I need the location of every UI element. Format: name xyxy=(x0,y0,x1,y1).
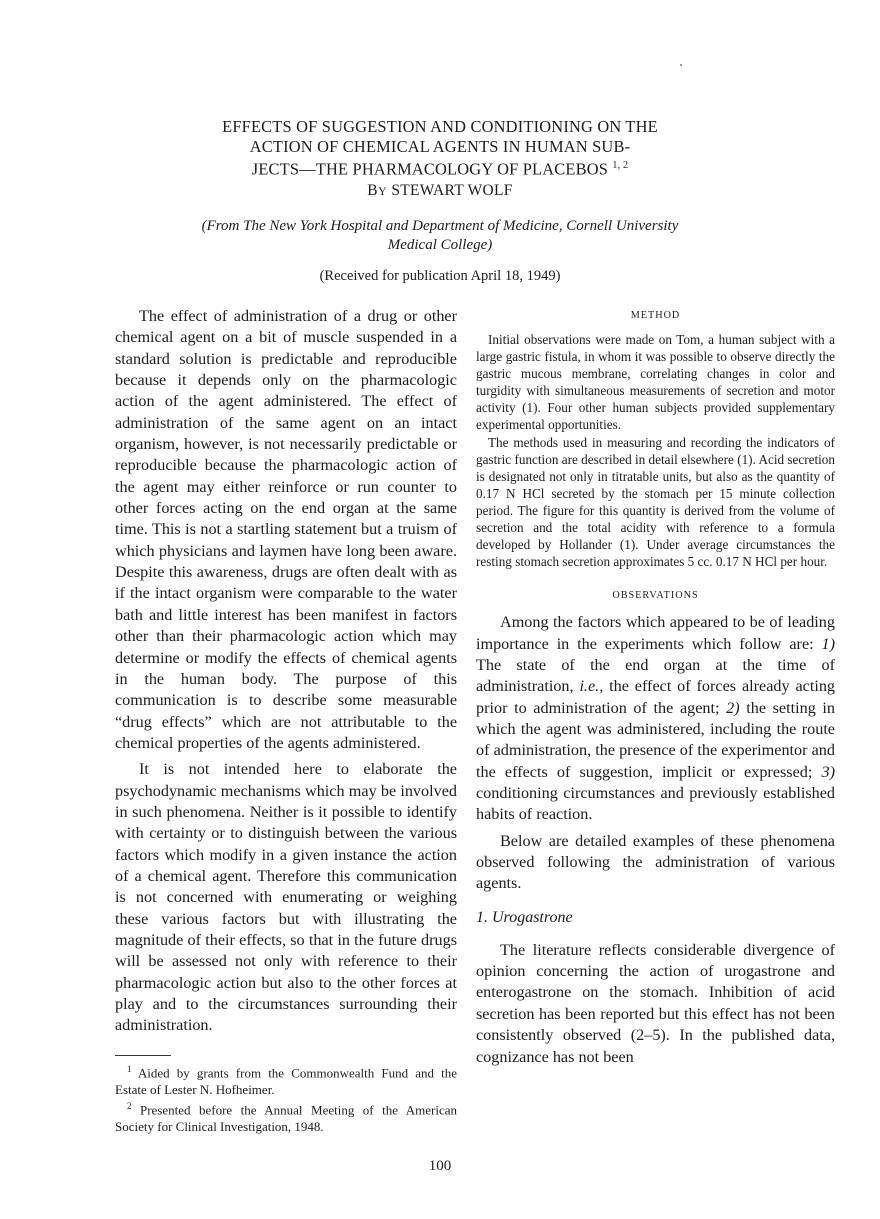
article-title xyxy=(150,117,730,179)
obs-p1-text-b: The state of the end organ at the time of administration, xyxy=(476,656,835,696)
title-footnote-refs: 1, 2 xyxy=(612,160,629,171)
obs-p1-num-2: 2) xyxy=(726,698,740,717)
urogastrone-heading: 1. Urogastrone xyxy=(476,908,573,926)
byline xyxy=(0,182,880,200)
observations-heading: OBSERVATIONS xyxy=(612,590,699,602)
footnote-2-mark: 2 xyxy=(127,1101,132,1112)
obs-p1-ie: i.e., xyxy=(579,677,604,696)
by-label: BY xyxy=(367,182,388,199)
received-date: (Received for publication April 18, 1949) xyxy=(319,268,561,284)
title-line-1: EFFECTS OF SUGGESTION AND CONDITIONING ON THE xyxy=(222,117,658,136)
obs-p1-text-a: Among the factors which appeared to be of leading importance in the experiments which follow are: xyxy=(476,613,835,653)
method-heading: METHOD xyxy=(630,310,681,321)
affiliation-line-2: Medical College) xyxy=(387,237,493,253)
footnote-rule xyxy=(115,1055,171,1056)
intro-paragraph-1: The effect of administration of a drug or other chemical agent on a bit of muscle suspended in a standard solution is predictable and reproducible because it depends only on the pharmacologic action of the agent administered. The effect of administration of the same agent on an intact organism, however, is not necessarily predictable or reproducible because the pharmacologic action of the agent may either reinforce or run counter to other forces acting on the end organ at the same time. This is not a startling statement but a truism of which physicians and laymen have long been aware. Despite this awareness, drugs are often dealt with as if the intact organism were comparable to the water bath and little interest has been manifest in factors other than their pharmacologic action which may determine or modify the effects of chemical agents in the human body. The purpose of this communication is to describe some measurable “drug effects” which are not attributable to the chemical properties of the agents administered. xyxy=(115,307,457,752)
urogastrone-paragraph: The literature reflects considerable divergence of opinion concerning the action of urogastrone and enterogastrone on the stomach. Inhibition of acid secretion has been reported but this effect has not been consistently observed (2–5). In the published data, cognizance has not been xyxy=(476,940,835,1066)
intro-paragraph-2: It is not intended here to elaborate the psychodynamic mechanisms which may be involved in such phenomena. Neither is it possible to identify with certainty or to distinguish between the various factors which modify in a given instance the action of a chemical agent. Therefore this communication is not concerned with enumerating or weighing these various factors but with illustrating the magnitude of their effects, so that in the future drugs will be assessed not only with reference to their pharmacologic action but also to the other forces at play and to the circumstances surrounding their administration. xyxy=(115,760,457,1035)
footnote-1 xyxy=(115,1061,457,1098)
right-column xyxy=(476,306,835,1068)
obs-p1-num-1: 1) xyxy=(821,634,835,653)
affiliation xyxy=(180,217,700,255)
observations-paragraph-1 xyxy=(476,612,835,825)
footnote-1-text: Aided by grants from the Commonwealth Fund and the Estate of Lester N. Hofheimer. xyxy=(115,1065,457,1098)
scan-speck xyxy=(680,64,682,66)
obs-p1-num-3: 3) xyxy=(821,762,835,781)
footnote-2-text: Presented before the Annual Meeting of the American Society for Clinical Investigation, 1948. xyxy=(115,1102,457,1135)
left-column xyxy=(115,306,457,1135)
method-paragraph-1: Initial observations were made on Tom, a human subject with a large gastric fistula, in whom it was possible to observe directly the gastric mucous membrane, correlating changes in color and turgidity with simultaneous measurements of secretion and motor activity (1). Four other human subjects provided supplementary experimental opportunities. xyxy=(476,332,835,433)
footnote-1-mark: 1 xyxy=(127,1063,132,1074)
obs-p1-text-e: conditioning circumstances and previously established habits of reaction. xyxy=(476,784,835,824)
obs-p1-text-d: the setting in which the agent was administered, including the route of administration, the presence of the experimentor and the effects of suggestion, implicit or expressed; xyxy=(476,698,836,781)
affiliation-line-1: (From The New York Hospital and Department of Medicine, Cornell University xyxy=(201,218,679,234)
author-name: STEWART WOLF xyxy=(391,182,513,199)
page-number: 100 xyxy=(428,1158,452,1174)
title-line-2: ACTION OF CHEMICAL AGENTS IN HUMAN SUB- xyxy=(249,136,631,156)
footnote-2 xyxy=(115,1098,457,1135)
method-paragraph-2: The methods used in measuring and recording the indicators of gastric function are described in detail elsewhere (1). Acid secretion is designated not only in titratable units, but also as the quantity of 0.17 N HCl secreted by the stomach per 15 minute collection period. The figure for this quantity is derived from the volume of secretion and the total acidity with reference to a formula developed by Hollander (1). Under average circumstances the resting stomach secretion approximates 5 cc. 0.17 N HCl per hour. xyxy=(476,434,835,570)
footnotes xyxy=(115,1061,457,1136)
obs-p1-text-c: the effect of forces already acting prior to administration of the agent; xyxy=(476,677,836,717)
observations-paragraph-2: Below are detailed examples of these phenomena observed following the administration of various agents. xyxy=(476,831,835,893)
title-line-3: JECTS—THE PHARMACOLOGY OF PLACEBOS xyxy=(251,159,609,179)
